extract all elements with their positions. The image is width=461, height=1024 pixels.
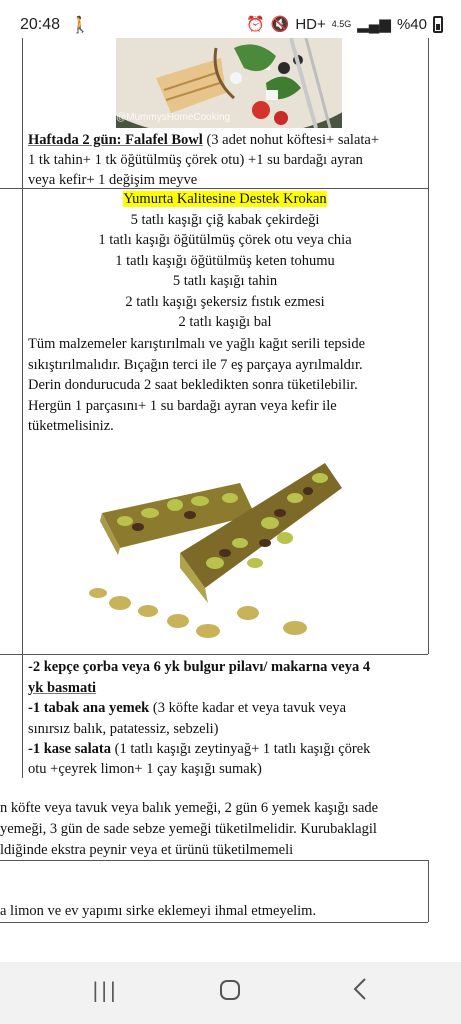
meal-line-3 xyxy=(28,698,346,719)
meal-line-1 xyxy=(28,657,370,678)
recents-button[interactable]: ||| xyxy=(92,978,119,1002)
falafel-line-2: 1 tk tahin+ 1 tk öğütülmüş çörek otu) +1 su bardağı ayran xyxy=(28,152,363,168)
krokan-title: Yumurta Kalitesine Destek Krokan xyxy=(123,191,327,207)
meal-basmati-text: yk basmati xyxy=(28,680,97,696)
falafel-bowl-photo xyxy=(116,38,342,128)
battery-icon xyxy=(433,16,443,33)
meal-main-dish-title: -1 tabak ana yemek xyxy=(28,700,150,716)
falafel-title: Haftada 2 gün: Falafel Bowl xyxy=(28,132,203,148)
back-icon xyxy=(352,977,368,1001)
status-time: 20:48 xyxy=(20,16,61,33)
krokan-ingredient: 5 tatlı kaşığı çiğ kabak çekirdeği xyxy=(130,212,320,228)
note-line-4: a limon ve ev yapımı sirke eklemeyi ihmal etmeyelim. xyxy=(0,903,317,919)
meal-line-6: otu +çeyrek limon+ 1 çay kaşığı sumak) xyxy=(28,761,262,777)
signal-bars-icon: ▂▄▆ xyxy=(357,16,391,33)
falafel-line-3: veya kefir+ 1 değişim meyve xyxy=(28,172,198,188)
network-label: HD+ xyxy=(295,15,326,33)
meal-line-2 xyxy=(28,678,96,699)
home-button[interactable] xyxy=(219,979,241,1007)
home-icon xyxy=(219,979,241,1001)
signal-type: 4.5G xyxy=(331,19,352,29)
krokan-ingredient: 5 tatlı kaşığı tahin xyxy=(172,273,278,289)
krokan-instruction: Hergün 1 parçasını+ 1 su bardağı ayran veya kefir ile xyxy=(28,398,337,414)
table-border-right xyxy=(428,38,429,654)
document-view[interactable] xyxy=(0,38,461,960)
table-border-left xyxy=(22,38,23,778)
krokan-ingredient: 1 tatlı kaşığı öğütülmüş keten tohumu xyxy=(115,253,335,269)
krokan-instruction: sıkıştırılmalıdır. Bıçağın terci ile 7 eş parçaya ayrılmaldır. xyxy=(28,357,363,373)
person-walking-icon: 🚶 xyxy=(70,17,90,34)
krokan-instruction: Derin dondurucuda 2 saat bekledikten sonra tüketilebilir. xyxy=(28,377,358,393)
meal-salad-title: -1 kase salata xyxy=(28,741,111,757)
status-icons xyxy=(246,15,443,33)
note-line-1: n köfte veya tavuk veya balık yemeği, 2 gün 6 yemek kaşığı sade xyxy=(0,800,379,816)
krokan-bar-photo xyxy=(80,443,350,643)
krokan-instruction: Tüm malzemeler karıştırılmalı ve yağlı kağıt serili tepside xyxy=(28,336,366,352)
meal-salad-text: (1 tatlı kaşığı zeytinyağ+ 1 tatlı kaşığı çörek xyxy=(110,741,371,757)
table-border-right xyxy=(428,860,429,922)
meal-line-4: sınırsız balık, patatessiz, sebzeli) xyxy=(28,721,219,737)
photo-watermark: @MummysHomeCooking xyxy=(116,112,231,123)
krokan-ingredient: 2 tatlı kaşığı bal xyxy=(178,314,272,330)
krokan-ingredient: 1 tatlı kaşığı öğütülmüş çörek otu veya chia xyxy=(98,232,352,248)
note-line-2: yemeği, 3 gün de sade sebze yemeği tüketilmelidir. Kurubaklagil xyxy=(0,821,377,837)
falafel-line-1 xyxy=(28,130,379,151)
alarm-icon: ⏰ xyxy=(245,16,265,33)
krokan-instruction: tüketmelisiniz. xyxy=(28,418,114,434)
falafel-line-1-text: (3 adet nohut köftesi+ salata+ xyxy=(202,132,380,148)
table-row-divider xyxy=(0,654,428,655)
meal-line-5 xyxy=(28,739,370,760)
battery-percent: %40 xyxy=(396,15,427,33)
mute-icon: 🔇 xyxy=(270,16,290,33)
back-button[interactable] xyxy=(352,977,368,1007)
note-line-3: ldiğinde ekstra peynir veya et ürünü tüketilmemeli xyxy=(0,842,294,858)
meal-soup-text: -2 kepçe çorba veya 6 yk bulgur pilavı/ makarna veya 4 xyxy=(28,659,371,675)
krokan-title-row xyxy=(22,191,428,208)
krokan-ingredient: 2 tatlı kaşığı şekersiz fıstık ezmesi xyxy=(125,294,325,310)
meal-main-dish-text: (3 köfte kadar et veya tavuk veya xyxy=(149,700,347,716)
table-row-divider xyxy=(0,922,428,923)
navigation-bar xyxy=(0,962,461,1024)
